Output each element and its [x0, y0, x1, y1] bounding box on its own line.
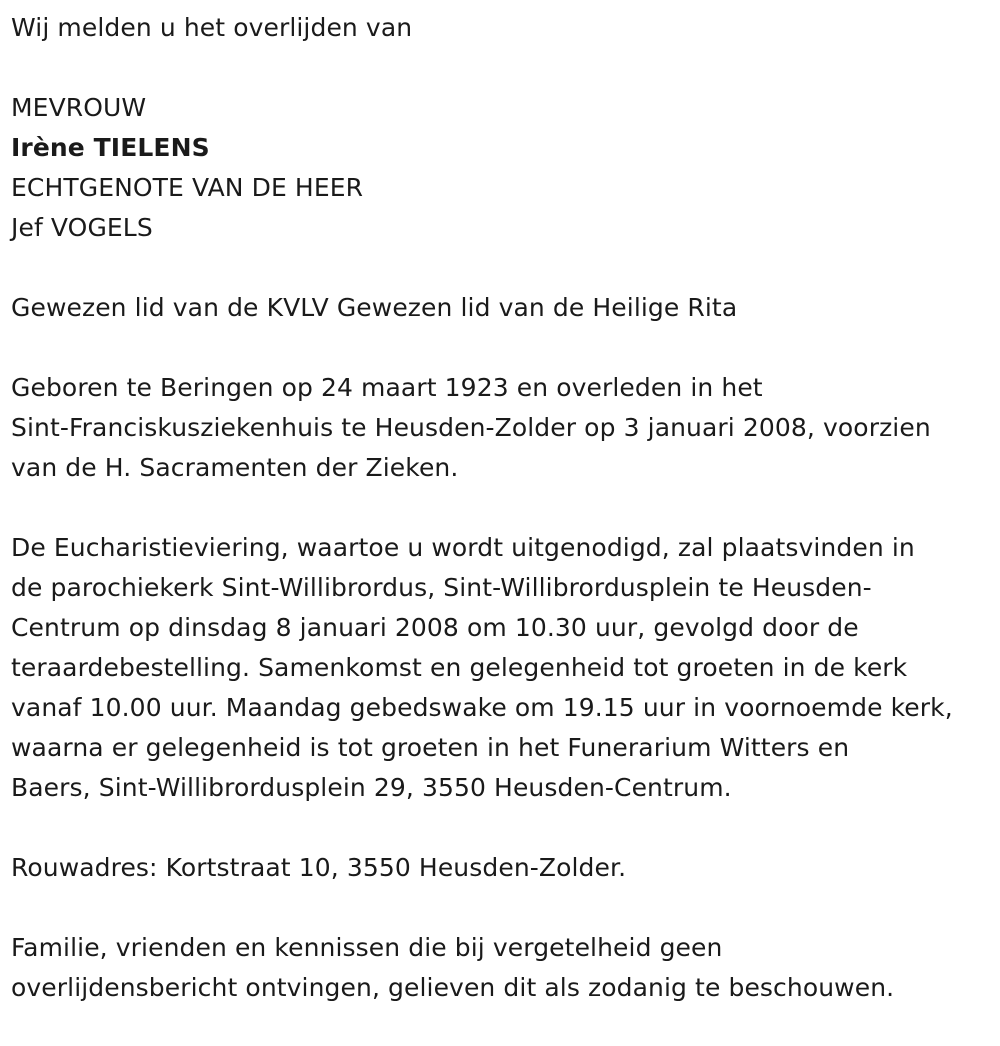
memberships-text: Gewezen lid van de KVLV Gewezen lid van de Heilige Rita: [11, 293, 738, 322]
paragraph-line: Sint-Franciskusziekenhuis te Heusden-Zolder op 3 januari 2008, voorzien: [11, 413, 931, 442]
intro-text: Wij melden u het overlijden van: [11, 13, 413, 42]
ceremony-paragraph: [11, 528, 993, 808]
spacer: [11, 48, 993, 88]
spacer: [11, 248, 993, 288]
obituary-notice: [11, 8, 993, 1008]
spacer: [11, 488, 993, 528]
paragraph-line: Centrum op dinsdag 8 januari 2008 om 10.30 uur, gevolgd door de: [11, 613, 859, 642]
paragraph-line: Baers, Sint-Willibrordusplein 29, 3550 Heusden-Centrum.: [11, 773, 732, 802]
paragraph-line: de parochiekerk Sint-Willibrordus, Sint-Willibrordusplein te Heusden-: [11, 573, 872, 602]
closing-paragraph: [11, 928, 993, 1008]
paragraph-line: teraardebestelling. Samenkomst en gelegenheid tot groeten in de kerk: [11, 653, 908, 682]
spouse-name: Jef VOGELS: [11, 213, 153, 242]
paragraph-line: De Eucharistieviering, waartoe u wordt uitgenodigd, zal plaatsvinden in: [11, 533, 915, 562]
birth-death-paragraph: [11, 368, 993, 488]
paragraph-line: van de H. Sacramenten der Zieken.: [11, 453, 459, 482]
deceased-relation: ECHTGENOTE VAN DE HEER: [11, 173, 364, 202]
spacer: [11, 888, 993, 928]
spacer: [11, 808, 993, 848]
deceased-name: Irène TIELENS: [11, 133, 210, 162]
paragraph-line: Geboren te Beringen op 24 maart 1923 en overleden in het: [11, 373, 763, 402]
spacer: [11, 328, 993, 368]
paragraph-line: Familie, vrienden en kennissen die bij vergetelheid geen: [11, 933, 723, 962]
mourning-address: Rouwadres: Kortstraat 10, 3550 Heusden-Zolder.: [11, 853, 627, 882]
paragraph-line: overlijdensbericht ontvingen, gelieven dit als zodanig te beschouwen.: [11, 973, 895, 1002]
deceased-block: [11, 88, 993, 248]
deceased-title: MEVROUW: [11, 93, 147, 122]
paragraph-line: vanaf 10.00 uur. Maandag gebedswake om 19.15 uur in voornoemde kerk,: [11, 693, 953, 722]
paragraph-line: waarna er gelegenheid is tot groeten in het Funerarium Witters en: [11, 733, 850, 762]
